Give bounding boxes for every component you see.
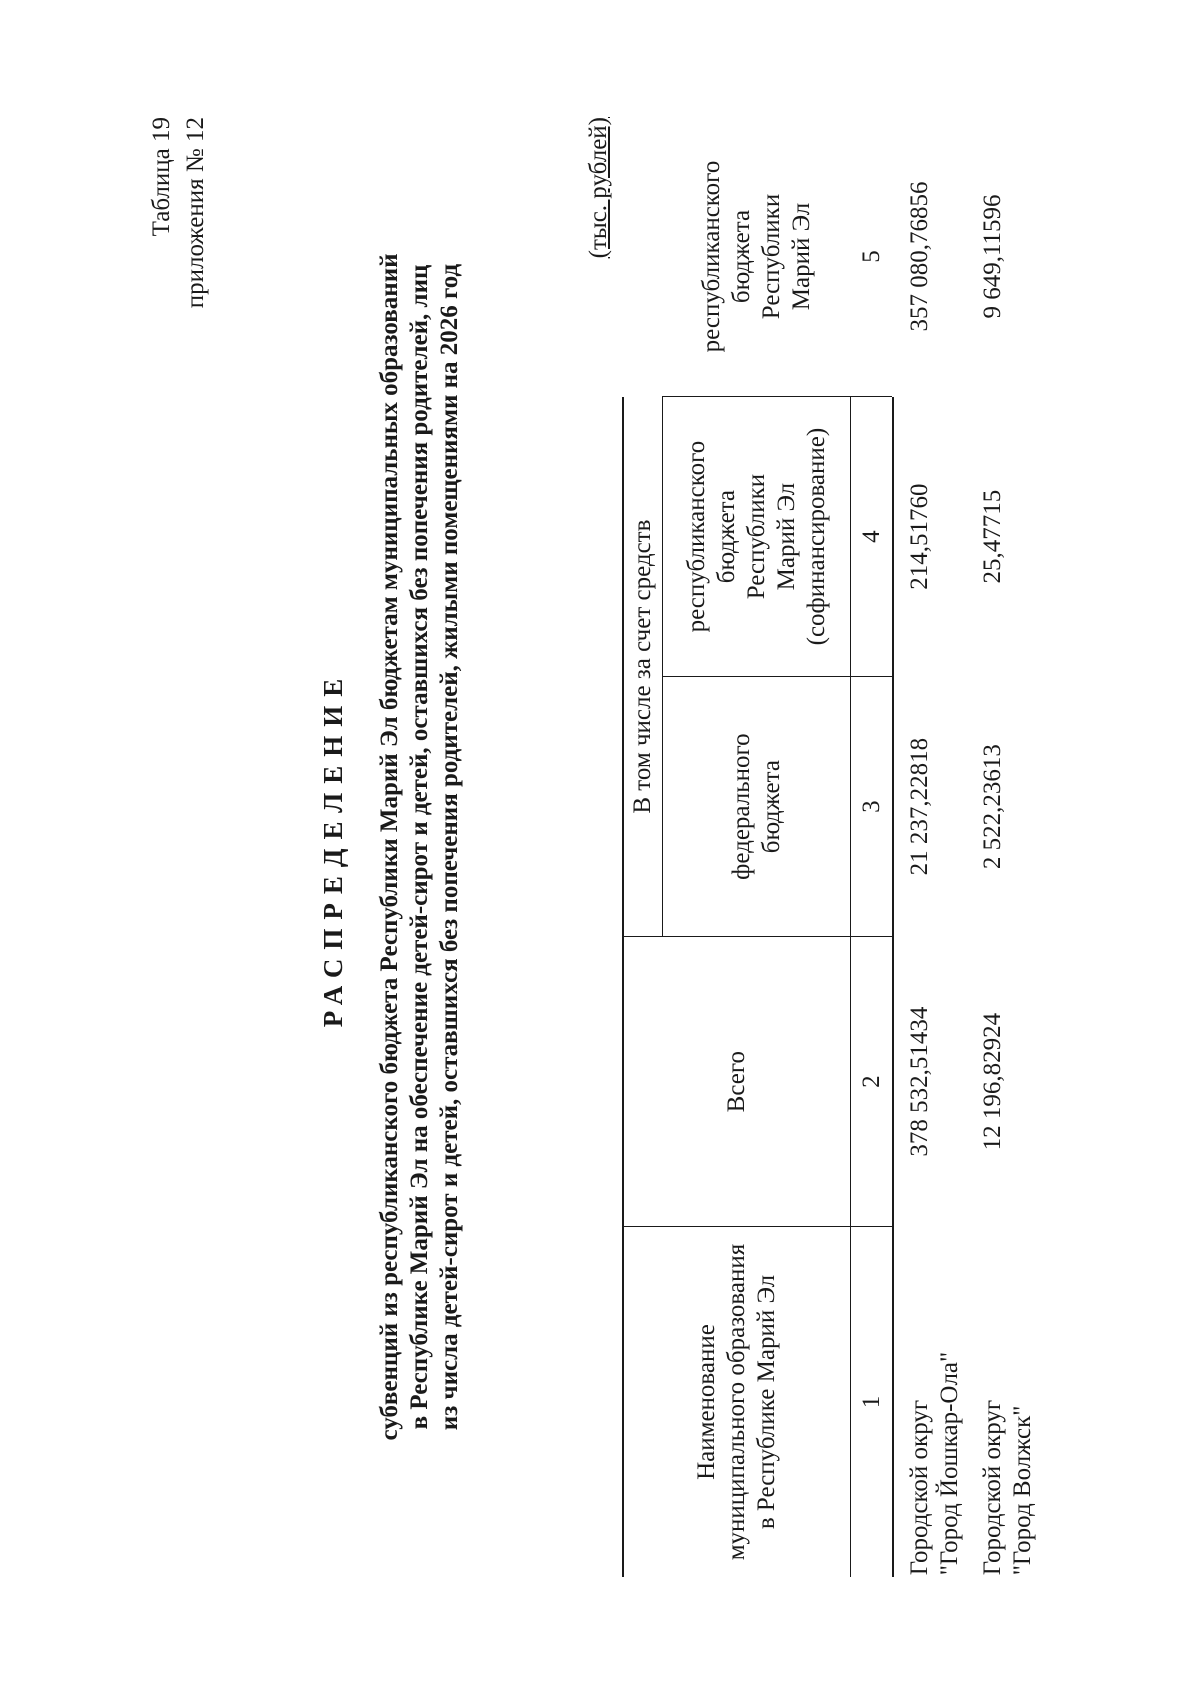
header-cofinancing-line-2: бюджета xyxy=(712,489,740,584)
table-row-republic: 9 649,11596 xyxy=(979,194,1006,319)
table-row-cofinancing: 214,51760 xyxy=(906,483,933,590)
header-republic-line-2: бюджета xyxy=(727,209,755,304)
column-number-1: 1 xyxy=(857,1395,885,1409)
header-municipality-line-3: в Республике Марий Эл xyxy=(753,1274,780,1530)
caption-appendix-number: приложения № 12 xyxy=(182,117,209,309)
header-total: Всего xyxy=(723,1051,750,1113)
header-including-group: В том числе за счет средств xyxy=(629,519,656,814)
column-number-4: 4 xyxy=(857,530,885,543)
table-row-republic: 357 080,76856 xyxy=(906,181,933,332)
header-cofinancing-line-5: (софинансирование) xyxy=(802,427,830,646)
column-number-3: 3 xyxy=(857,800,885,813)
header-republic-line-1: республиканского xyxy=(697,160,725,353)
column-number-5: 5 xyxy=(857,250,885,263)
header-cofinancing-line-1: республиканского xyxy=(682,440,710,633)
table-row-cofinancing: 25,47715 xyxy=(979,489,1006,584)
header-federal-line-1: федерального xyxy=(727,733,755,880)
subtitle-line-1: субвенций из республиканского бюджета Республики Марий Эл бюджетам муниципальных образований xyxy=(376,253,403,1441)
subtitle-line-2: в Республике Марий Эл на обеспечение детей-сирот и детей, оставшихся без попечения родителей, лиц xyxy=(406,264,433,1430)
row-name-line-1: Городской округ xyxy=(906,1399,933,1576)
header-republic-line-3: Республики xyxy=(757,193,785,320)
subtitle-line-3: из числа детей-сирот и детей, оставшихся без попечения родителей, жилыми помещениями на 2026 год xyxy=(436,263,463,1431)
header-cofinancing-line-4: Марий Эл xyxy=(772,482,800,591)
table-row-total: 12 196,82924 xyxy=(979,1012,1006,1151)
header-federal-line-2: бюджета xyxy=(757,760,785,854)
header-republic-line-4: Марий Эл xyxy=(787,202,815,311)
table-row-total: 378 532,51434 xyxy=(906,1006,933,1157)
table-row-federal: 21 237,22818 xyxy=(906,737,933,876)
header-municipality-line-1: Наименование xyxy=(693,1324,720,1480)
row-name-line-2: "Город Волжск" xyxy=(1009,1405,1036,1576)
document-title: РАСПРЕДЕЛЕНИЕ xyxy=(318,669,348,1028)
units-label: (тыс. рублей) xyxy=(585,117,612,259)
column-number-2: 2 xyxy=(857,1075,885,1088)
header-municipality-line-2: муниципального образования xyxy=(723,1243,750,1561)
row-name-line-1: Городской округ xyxy=(979,1399,1006,1576)
table-row-federal: 2 522,23613 xyxy=(979,744,1006,870)
header-cofinancing-line-3: Республики xyxy=(742,473,770,600)
row-name-line-2: "Город Йошкар-Ола" xyxy=(936,1351,963,1576)
caption-table-number: Таблица 19 xyxy=(148,117,175,237)
